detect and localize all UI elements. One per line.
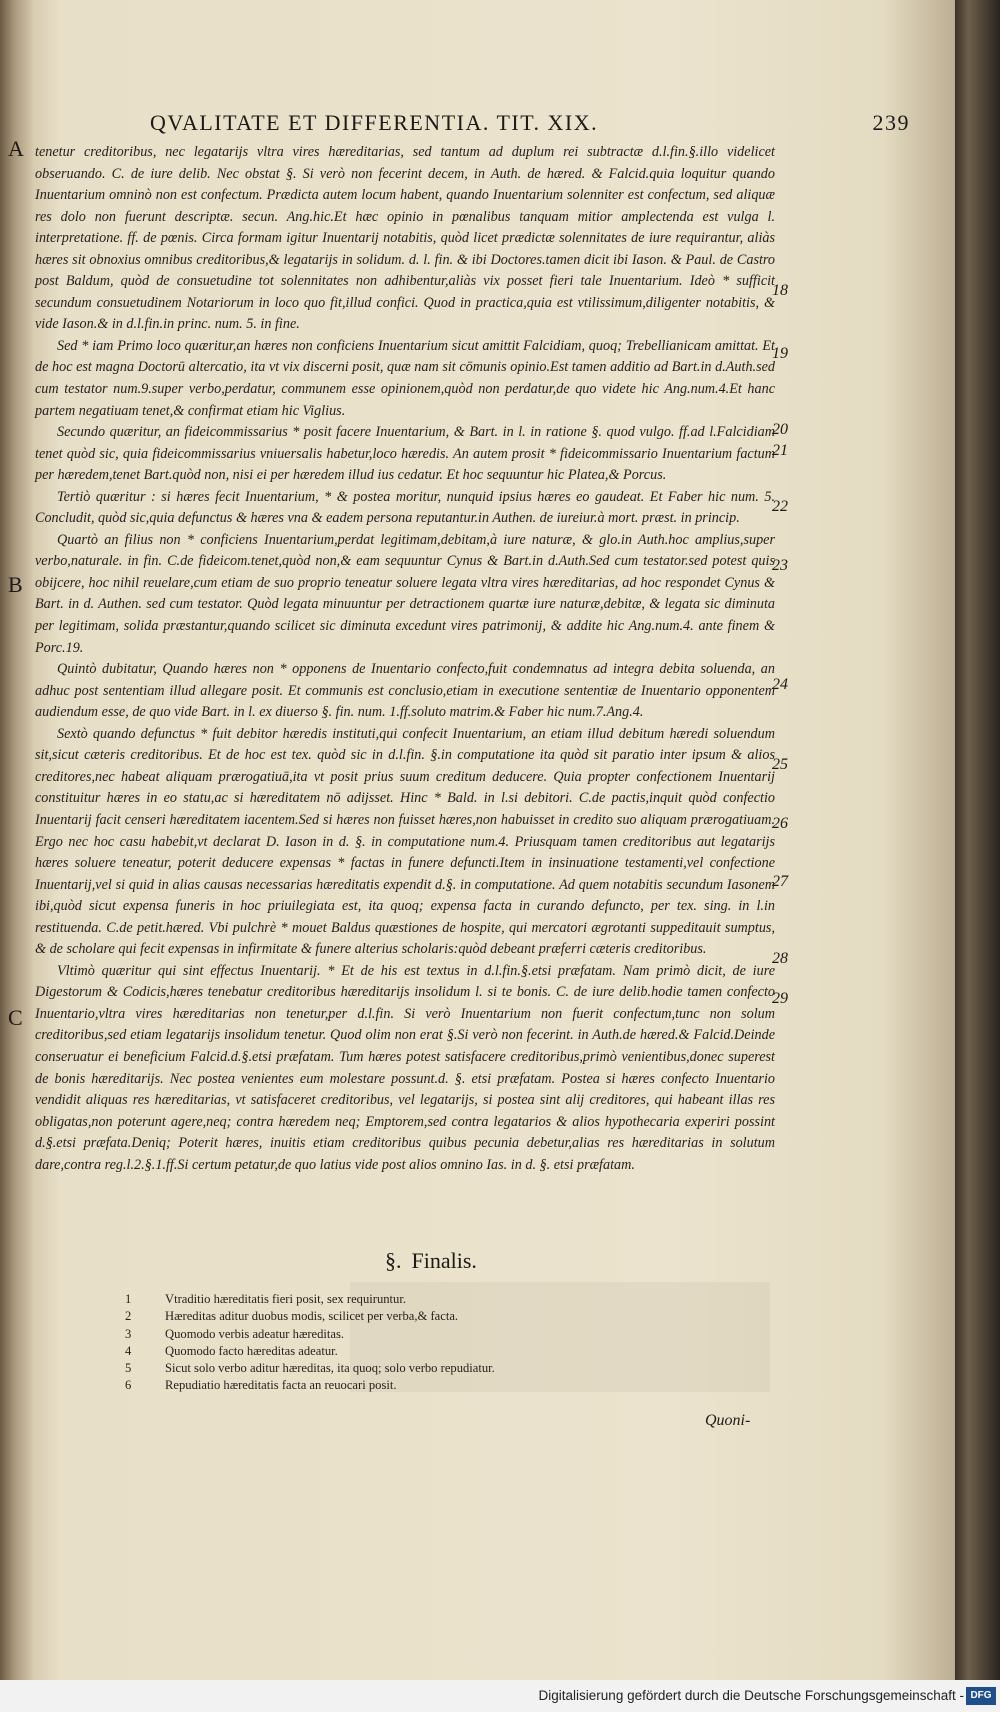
margin-number: 24 [772,676,788,693]
summary-number: 6 [125,1378,132,1393]
paragraph: Tertiò quæritur : si hæres fecit Inuentarium, * & postea moritur, nunquid ipsius hæres eo gaudeat. Et Faber hic num. 5. Concludit, quòd sic,quia defunctus & hæres vna & eadem persona reputantur.in Authen. de iureiur.à mort. præst. in princip. [35,488,775,527]
footer-credit: Digitalisierung gefördert durch die Deutsche Forschungsgemeinschaft - [538,1688,964,1703]
summary-number: 5 [125,1361,132,1376]
margin-letter-c: C [8,1005,23,1030]
margin-letter-b: B [8,572,23,597]
summary-text: Vtraditio hæreditatis fieri posit, sex requiruntur. [165,1292,406,1306]
summary-item [125,1326,755,1343]
margin-number: 23 [772,557,788,574]
paragraph: Vltimò quæritur qui sint effectus Inuentarij. * Et de his est textus in d.l.fin.§.etsi præfatam. Nam primò dicit, de iure Digestorum & Codicis,hæres tenebatur creditoribus hæreditarijs insolidum l. si te bonis. C. de iure delib.hodie tamen confecto Inuentario,vltra vires hæreditarias non tenetur,per d.l.fin. Si verò Inuentarium non fuerit confectum,tunc non solum creditoribus,sed etiam legatarijs insolidum tenetur. Quod olim non erat §.Si verò non fecerint. in Auth.de hæred.& Falcid.Deinde conseruatur ei beneficium Falcid.d.§.etsi præfatam. Tum hæres potest satisfacere creditoribus,primò venientibus,donec superest de bonis hæreditarijs. Nec postea venientes eum molestare possunt.d. §. etsi præfatam. Postea si hæres confecto Inuentario vendidit aliquas res hæreditarias, vt satisfaceret creditoribus, vel legatarijs, si postea sint alij creditores, qui habeant illas res obligatas,non poterunt agere,neq; contra hæredem neq; Emptorem,sed contra legatarios & alios hypothecaria experiri possint d.§.etsi præfata.Deniq; Poterit hæres, inuitis etiam creditoribus quibus pecunia debetur,alias res hæreditarias in solutum dare,contra reg.l.2.§.1.ff.Si certum petatur,de quo latius vide post alios omnino Ias. in d. §. etsi præfatam. [35,962,775,1173]
paragraph: tenetur creditoribus, nec legatarijs vltra vires hæreditarias, sed tantum ad duplum rei subtractæ d.l.fin.§.illo videlicet obseruando. C. de iure delib. Nec obstat §. Si verò non fecerint decem, in Auth. de hæred. & Falcid.quia loquitur quando Inuentarium omninò non est confectum. Prædicta autem locum habent, quando Inuentarium solenniter est confectum, sed aliquæ res dolo non fuerunt descriptæ. secun. Ang.hic.Et hæc opinio in pœnalibus tanquam mitior amplectenda est vulga l. interpretatione. ff. de pœnis. Circa formam igitur Inuentarij notabitis, quòd licet prædictæ solennitates de iure requirantur, aliàs hæres sit obnoxius omnibus creditoribus,& legatarijs in solidum. d. l. fin. & ibi Doctores.tamen dicit ibi Iason. & Paul. de Castro post Baldum, quòd de consuetudine tot solennitates non adhibentur,aliàs vix posset fieri tale Inuentarium. Ideò * sufficit secundum consuetudinem Notariorum in loco quo fit,illud confici. Quod in practica,quia est vtilissimum,diligenter notabitis, & vide Iason.& in d.l.fin.in princ. num. 5. in fine. [35,144,775,333]
margin-number: 20 [772,421,788,438]
summary-item [125,1360,755,1377]
margin-number: 28 [772,950,788,967]
margin-number: 18 [772,282,788,299]
margin-number: 25 [772,756,788,773]
margin-number: 26 [772,815,788,832]
dfg-logo-icon: DFG [966,1687,996,1705]
book-edge [955,0,1000,1680]
summary-text: Quomodo verbis adeatur hæreditas. [165,1326,345,1341]
margin-number: 22 [772,498,788,515]
summary-number: 1 [125,1292,132,1306]
margin-number: 19 [772,345,788,362]
section-title: Finalis. [411,1248,477,1273]
summary-text: Hæreditas aditur duobus modis, scilicet per verba,& facta. [165,1309,459,1324]
summary-text: Repudiatio hæreditatis facta an reuocari posit. [165,1378,397,1393]
paragraph: Quartò an filius non * conficiens Inuentarium,perdat legitimam,debitam,à iure naturæ, & glo.in Auth.hoc amplius,super verbo,naturale. in fin. C.de fideicom.tenet,quòd non,& eam sequuntur Cynus & Bart.in d.Auth.Sed cum testator.sed potest quis obijcere, hoc nihil reuelare,cum etiam de suo proprio teneatur soluere legata vltra vires hæreditarias, ad hoc respondet Cynus & Bart. in d. Authen. sed cum testator. Quòd legata minuuntur per detractionem quartæ iure naturæ,debitæ, & legata sic diminuta per legitimam, solida præstantur,quando scilicet sic diminuta excedunt vires patrimonij, & addite hic Ang.num.4. ante finem & Porc.19. [35,531,775,656]
margin-letter-a: A [8,136,24,161]
summary-item [125,1291,755,1308]
paragraph: Sextò quando defunctus * fuit debitor hæredis instituti,qui confecit Inuentarium, an etiam illud debitum hæredi soluendum sit,sicut cæteris creditoribus. Et de hoc est tex. quòd sic in d.l.fin. §.in computatione ita quòd sit paratio inter ipsum & alios creditores,nec habeat aliquam prærogatiuā,ita vt posit prius suum creditum deducere. Quia propter confectionem Inuentarij constituitur hæres in eo statu,ac si hæreditatem nō adijsset. Hinc * Bald. in l.si debitori. C.de pactis,inquit quòd confectio Inuentarij facit censeri hæreditatem iacentem.Sed si hæres non fuisset hæres,non habuisset in credito suo aliquam prærogatiuam. Ergo nec hoc casu habebit,vt declarat D. Iason in d. §. in computatione num.4. Priusquam tamen creditoribus aut legatarijs hæres soluere teneatur, poterit deducere expensas * factas in funere defuncti.Item in insinuatione testamenti,vel confectione Inuentarij,vel si quid in alias causas necessarias hæreditatis expendit d.§. in computatione. Ad quem notabitis secundum Iasonem ibi,quòd sicut expensa funeris in hoc priuilegiata est, ita quoq; expensa facta in curando defuncto, per tex. sing. in l.in restituenda. C.de petit.hæred. Vbi pulchrè * mouet Baldus quæstiones de hospite, qui mercatori ægrotanti suppeditauit sumptus, & de scholare qui fecit expensas in infirmitate & funere alterius scholaris:quòd debeant præferri cæteris creditoribus. [35,725,775,958]
paragraph: Sed * iam Primo loco quæritur,an hæres non conficiens Inuentarium sicut amittit Falcidiam, quoq; Trebellianicam amittat. Et de hoc est magna Doctorū altercatio, ita vt vix discerni posit, quæ nam sit cōmunis opinio.Est tamen additio ad Bart.in d.Auth.sed cum testator num.9.super verbo,perdatur, communem esse opinionem,quòd non perdatur,de quo videte hic Ang.num.4.Et hanc partem negatiuam tenet,& confirmat etiam hic Viglius. [35,337,775,419]
summary-number: 4 [125,1343,132,1358]
summary-text: Quomodo facto hæreditas adeatur. [165,1343,338,1358]
summary-number: 3 [125,1326,132,1341]
summary-item [125,1377,755,1394]
paragraph: Quintò dubitatur, Quando hæres non * opponens de Inuentario confecto,fuit condemnatus ad integra debita soluenda, an adhuc post sententiam illud allegare posit. Et communis est conclusio,etiam in executione sententiæ de Inuentario opponentem audiendum esse, de quo vide Bart. in l. ex diuerso §. fin. num. 1.ff.soluto matrim.& Faber hic num.7.Ang.4. [35,661,775,721]
paragraph: Secundo quæritur, an fideicommissarius * posit facere Inuentarium, & Bart. in l. in ratione §. quod vulgo. ff.ad l.Falcidiam tenet quòd sic, quia fideicommissarius vniuersalis habetur,loco hæredis. An autem prosit * fideicommissario Inuentarium factum per hæredem,tenet Bart.quòd non, nisi ei per hæredem illud ius cedatur. Et hoc sequuntur hic Platea,& Porcus. [35,424,775,484]
margin-number: 21 [772,442,788,459]
summary-item [125,1308,755,1325]
footer-bar [0,1680,1000,1712]
section-heading [375,1248,477,1274]
margin-number: 27 [772,873,788,890]
summary-text: Sicut solo verbo aditur hæreditas, ita quoq; solo verbo repudiatur. [165,1361,495,1376]
folio-number: 239 [872,110,910,135]
running-head [150,110,910,136]
summary-list [125,1291,755,1395]
section-sign: §. [385,1248,402,1273]
body-text [35,142,775,1176]
catchword: Quoni- [705,1412,751,1429]
margin-number: 29 [772,990,788,1007]
running-head-title: QVALITATE ET DIFFERENTIA. TIT. XIX. [150,110,599,135]
summary-item [125,1343,755,1360]
summary-number: 2 [125,1309,132,1324]
